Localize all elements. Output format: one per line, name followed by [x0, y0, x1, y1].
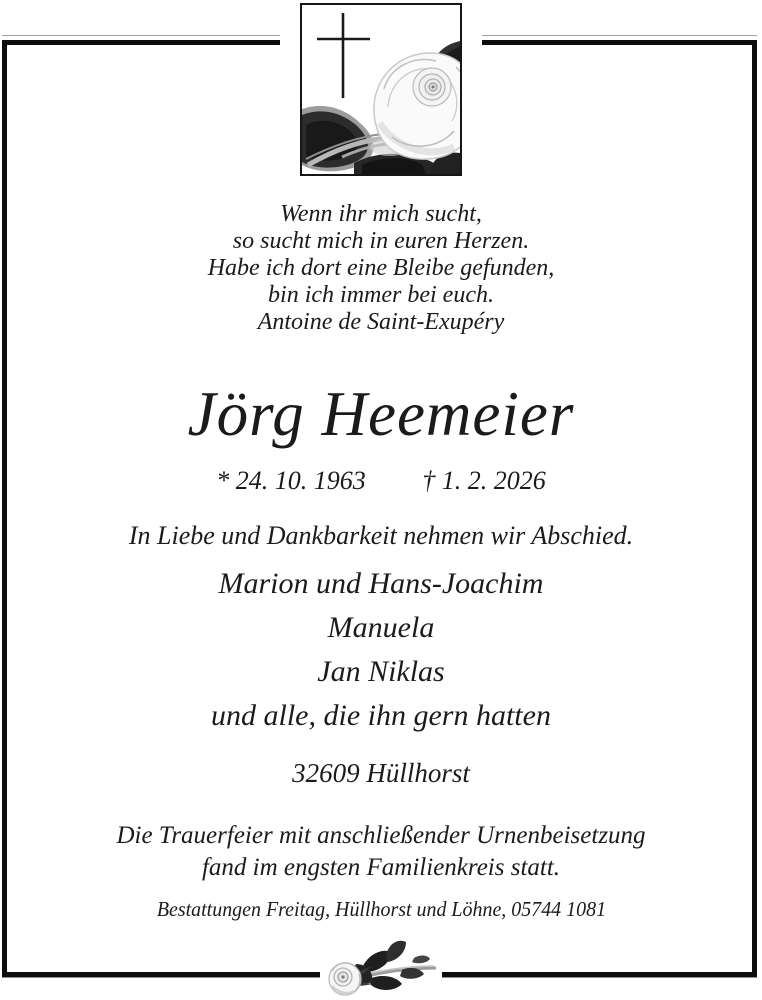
mourners-list — [0, 562, 762, 738]
birth-date: * 24. 10. 1963 — [216, 466, 366, 495]
service-note-line: Die Trauerfeier mit anschließender Urnenbeisetzung — [116, 822, 646, 849]
epigraph-line: Wenn ihr mich sucht, — [280, 201, 482, 227]
memorial-photo — [300, 3, 462, 176]
mourner-line: und alle, die ihn gern hatten — [211, 699, 551, 732]
epigraph-line: bin ich immer bei euch. — [268, 282, 494, 308]
death-date: † 1. 2. 2026 — [422, 466, 546, 495]
epigraph-attribution: Antoine de Saint-Exupéry — [257, 309, 505, 335]
epigraph-line: Habe ich dort eine Bleibe gefunden, — [207, 255, 555, 281]
mourner-line: Marion und Hans-Joachim — [218, 567, 544, 600]
deceased-name: Jörg Heemeier — [187, 379, 575, 449]
cross-icon — [317, 13, 370, 98]
location-line: 32609 Hüllhorst — [292, 758, 470, 788]
epigraph — [0, 201, 762, 336]
service-note — [0, 820, 762, 884]
funeral-home-line: Bestattungen Freitag, Hüllhorst und Löhne, 05744 1081 — [156, 897, 606, 921]
life-dates — [0, 466, 762, 496]
mourner-line: Jan Niklas — [317, 655, 445, 688]
epigraph-line: so sucht mich in euren Herzen. — [232, 228, 530, 254]
cross-and-rose-photo-icon — [302, 5, 460, 174]
service-note-line: fand im engsten Familienkreis statt. — [201, 854, 561, 881]
mourner-line: Manuela — [327, 611, 435, 644]
memorial-photo-container — [280, 3, 482, 176]
bottom-rose-container — [320, 938, 442, 1000]
farewell-line: In Liebe und Dankbarkeit nehmen wir Abschied. — [128, 521, 634, 550]
rose-icon — [320, 938, 442, 1000]
